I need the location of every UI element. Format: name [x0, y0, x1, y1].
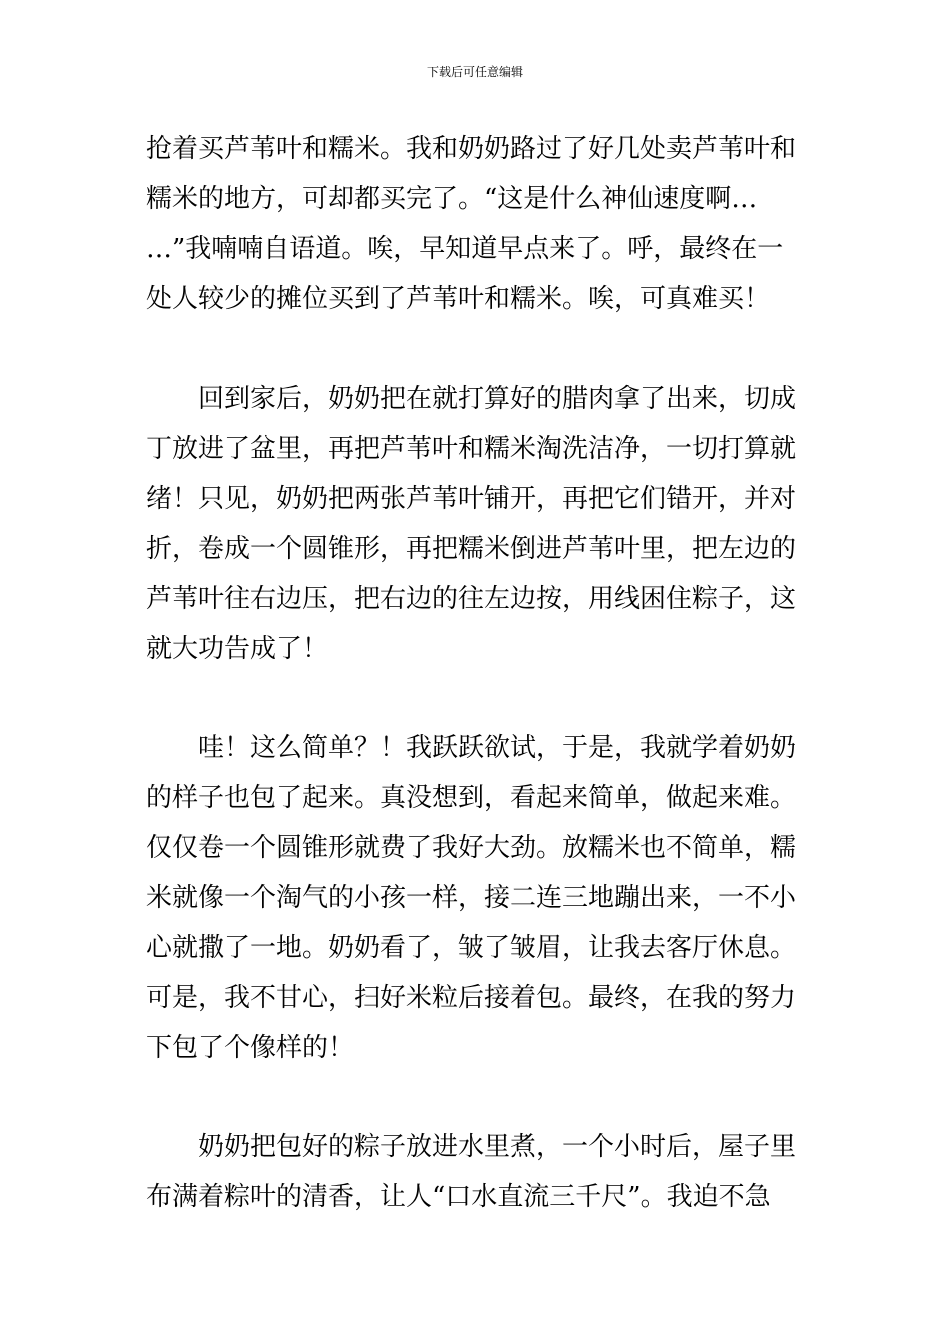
text-line: 折，卷成一个圆锥形，再把糯米倒进芦苇叶里，把左边的: [146, 534, 797, 564]
page-header: 下载后可任意编辑: [426, 65, 523, 79]
paragraph-first-line: 奶奶把包好的粽子放进水里煮，一个小时后，屋子里: [198, 1132, 797, 1162]
paragraph-first-line: 哇！这么简单？！我跃跃欲试，于是，我就学着奶奶: [198, 733, 797, 763]
text-line: 丁放进了盆里，再把芦苇叶和糯米淘洗洁净，一切打算就: [146, 434, 797, 464]
text-line: 抢着买芦苇叶和糯米。我和奶奶路过了好几处卖芦苇叶和: [146, 134, 797, 164]
text-line: 可是，我不甘心，扫好米粒后接着包。最终，在我的努力: [146, 983, 797, 1013]
text-line: 就大功告成了！: [146, 634, 329, 664]
text-line: 下包了个像样的！: [146, 1033, 355, 1063]
text-line: 处人较少的摊位买到了芦苇叶和糯米。唉，可真难买！: [146, 284, 771, 314]
text-line: …”我喃喃自语道。唉，早知道早点来了。呼，最终在一: [146, 234, 784, 264]
text-line: 芦苇叶往右边压，把右边的往左边按，用线困住粽子，这: [146, 584, 797, 614]
text-line: 米就像一个淘气的小孩一样，接二连三地蹦出来，一不小: [146, 883, 797, 913]
text-line: 心就撒了一地。奶奶看了，皱了皱眉，让我去客厅休息。: [146, 933, 797, 963]
text-line: 绪！只见，奶奶把两张芦苇叶铺开，再把它们错开，并对: [146, 484, 797, 514]
text-line: 糯米的地方，可却都买完了。“这是什么神仙速度啊…: [146, 184, 758, 214]
text-line: 布满着粽叶的清香，让人“口水直流三千尺”。我迫不急: [146, 1182, 771, 1212]
paragraph-first-line: 回到家后，奶奶把在就打算好的腊肉拿了出来，切成: [198, 384, 797, 414]
text-line: 仅仅卷一个圆锥形就费了我好大劲。放糯米也不简单，糯: [146, 833, 797, 863]
text-line: 的样子也包了起来。真没想到，看起来简单，做起来难。: [146, 783, 797, 813]
